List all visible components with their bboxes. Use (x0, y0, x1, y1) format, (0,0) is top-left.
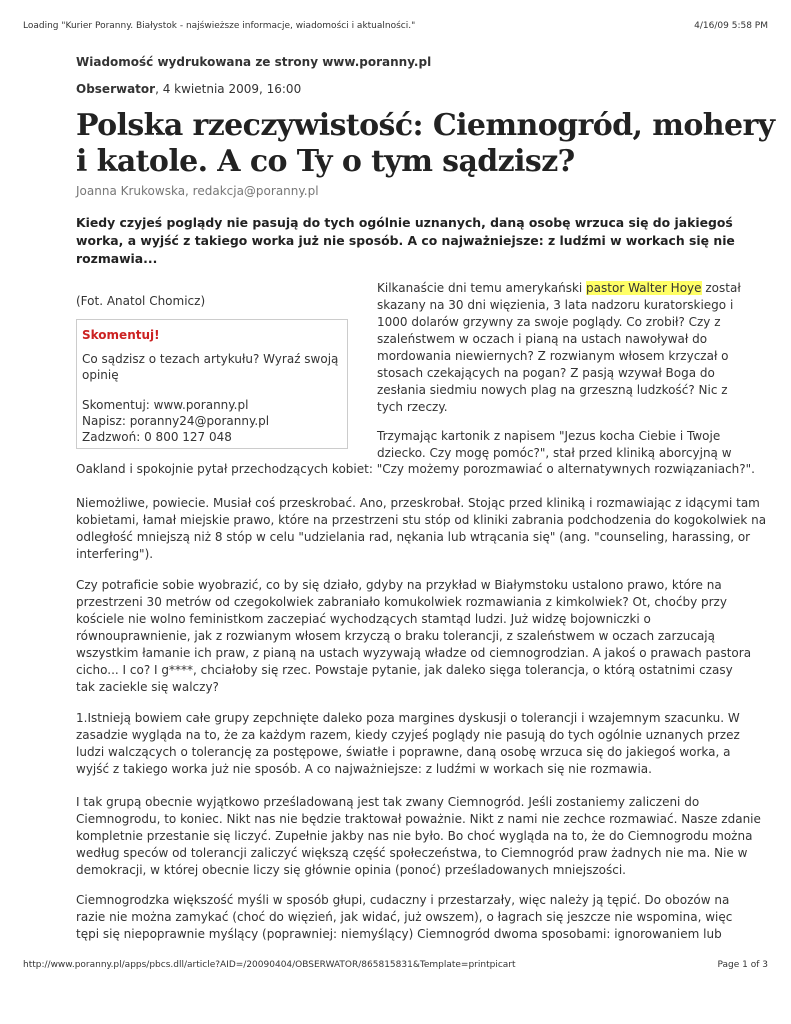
article-lead (76, 214, 735, 268)
body-line: wyjść z takiego worka już nie sposób. A co najważniejsze: z ludźmi w workach się nie rozmawia. (76, 762, 652, 776)
side-line: mordowania niewiernych? Z rozwianym włosem krzyczał o (377, 349, 729, 363)
body-paragraph-1 (76, 461, 755, 478)
side-text: został (701, 281, 741, 295)
comment-question-line: opinię (82, 368, 119, 382)
comment-phone: Zadzwoń: 0 800 127 048 (82, 430, 232, 444)
lead-line: rozmawia... (76, 251, 158, 266)
comment-box (76, 319, 348, 449)
body-line: przestrzeni 30 metrów od czegokolwiek zabraniało komukolwiek rozmawiania z kimkolwiek? Ot, choćby przy (76, 595, 727, 609)
comment-website: Skomentuj: www.poranny.pl (82, 398, 249, 412)
side-line: Trzymając kartonik z napisem "Jezus kocha Ciebie i Twoje (377, 429, 721, 443)
body-line: demokracji, w której obecnie liczy się głównie opinia (ponoć) prześladowanych mniejszości. (76, 863, 626, 877)
title-line: i katole. A co Ty o tym sądzisz? (76, 144, 575, 179)
section-name: Obserwator (76, 82, 156, 96)
photo-caption: (Fot. Anatol Chomicz) (76, 294, 206, 308)
comment-question-line: Co sądzisz o tezach artykułu? Wyraź swoją (82, 352, 339, 366)
side-line (377, 280, 741, 297)
article-title (76, 108, 775, 180)
page-url: http://www.poranny.pl/apps/pbcs.dll/article?AID=/20090404/OBSERWATOR/865815831&Template=printpicart (23, 960, 516, 970)
browser-title: Loading "Kurier Poranny. Białystok - najświeższe informacje, wiadomości i aktualności." (23, 21, 416, 31)
printed-from-note: Wiadomość wydrukowana ze strony www.poranny.pl (76, 55, 432, 69)
body-paragraph-5 (76, 794, 761, 879)
body-line: kobietami, łamał miejskie prawo, które na przestrzeni stu stóp od kliniki zabrania podchodzenia do kogokolwiek na (76, 513, 767, 527)
body-line: Ciemnogrodu, to koniec. Nikt nas nie będzie traktował poważnie. Nikt z nami nie zechce rozmawiać. Nasze zdanie (76, 812, 761, 826)
article-author: Joanna Krukowska, redakcja@poranny.pl (76, 184, 319, 198)
body-line: Oakland i spokojnie pytał przechodzących kobiet: "Czy możemy porozmawiać o alternatywnych rozwiązaniach?". (76, 462, 755, 476)
body-paragraph-4 (76, 710, 740, 778)
side-paragraph-1 (377, 280, 741, 416)
side-line: tych rzeczy. (377, 400, 448, 414)
lead-line: Kiedy czyjeś poglądy nie pasują do tych ogólnie uznanych, daną osobę wrzuca się do jakiegoś (76, 215, 733, 230)
body-line: 1.Istnieją bowiem całe grupy zepchnięte daleko poza margines dyskusji o tolerancji i wzajemnym szacunku. W (76, 711, 740, 725)
body-paragraph-2 (76, 495, 767, 563)
byline (76, 82, 718, 96)
body-line: cicho... I co? I g****, chciałoby się rzec. Powstaje pytanie, jak daleko sięga tolerancja, o którą ostatnimi czasy (76, 663, 733, 677)
body-line: Czy potraficie sobie wyobrazić, co by się działo, gdyby na przykład w Białymstoku ustalono prawo, które na (76, 578, 722, 592)
body-line: tak zaciekle się walczy? (76, 680, 219, 694)
side-line: dziecko. Czy mogę pomóc?", stał przed kliniką aborcyjną w (377, 446, 732, 460)
body-paragraph-3 (76, 577, 752, 696)
side-paragraph-2 (377, 428, 732, 462)
title-line: Polska rzeczywistość: Ciemnogród, mohery (76, 108, 775, 143)
side-text: Kilkanaście dni temu amerykański (377, 281, 587, 295)
body-line: kompletnie przestanie się liczyć. Zupełnie jakby nas nie było. Bo choć wygląda na to, że do Ciemnogrodu można (76, 829, 753, 843)
body-line: Niemożliwe, powiecie. Musiał coś przeskrobać. Ano, przeskrobał. Stojąc przed kliniką i rozmawiając z idącymi tam (76, 496, 760, 510)
body-line: Ciemnogrodzka większość myśli w sposób głupi, cudaczny i przestarzały, więc należy ją tępić. Do obozów na (76, 893, 730, 907)
highlighted-name: pastor Walter Hoye (586, 281, 702, 295)
lead-line: worka, a wyjść z takiego worka już nie sposób. A co najważniejsze: z ludźmi w workach się nie (76, 233, 735, 248)
side-line: 1000 dolarów grzywny za swoje poglądy. Co zrobił? Czy z (377, 315, 721, 329)
body-line: I tak grupą obecnie wyjątkowo prześladowaną jest tak zwany Ciemnogród. Jeśli zostaniemy zaliczeni do (76, 795, 700, 809)
print-datetime: 4/16/09 5:58 PM (694, 21, 768, 31)
body-line: według speców od tolerancji zaliczyć większą część społeczeństwa, to Ciemnogród praw żadnych nie ma. Nie w (76, 846, 748, 860)
comment-email: Napisz: poranny24@poranny.pl (82, 414, 270, 428)
body-line: razie nie można zamykać (choć do więzień, jak widać, już owszem), o łagrach się jeszcze nie wspomina, więc (76, 910, 733, 924)
body-line: zasadzie wygląda na to, że za każdym razem, kiedy czyjeś poglądy nie pasują do tych ogólnie uznanych przez (76, 728, 740, 742)
page-number: Page 1 of 3 (717, 960, 768, 970)
body-line: ludzi walczących o tolerancję za postępowe, światłe i poprawne, daną osobę wrzuca się do jakiegoś worka, a (76, 745, 731, 759)
body-line: równouprawnienie, jak z rozwianym włosem krzyczą o braku tolerancji, z szaleństwem w oczach zarzucają (76, 629, 715, 643)
body-line: interfering"). (76, 547, 154, 561)
body-line: tępi się niepoprawnie myślący (poprawniej: niemyślący) Ciemnogród dwoma sposobami: ignorowaniem lub (76, 927, 722, 941)
publish-date: , 4 kwietnia 2009, 16:00 (155, 82, 302, 96)
side-line: zesłania siedmiu nowych plag na grzeszną ludzkość? Nic z (377, 383, 728, 397)
side-line: szaleństwem w oczach i pianą na ustach nawoływał do (377, 332, 708, 346)
comment-question (82, 351, 341, 383)
body-paragraph-6 (76, 892, 733, 943)
body-line: odległość mniejszą niż 8 stóp w celu "udzielania rad, nękania lub wtrącania się" (ang. "counseling, harassing, or (76, 530, 751, 544)
side-line: skazany na 30 dni więzienia, 3 lata nadzoru kuratorskiego i (377, 298, 734, 312)
side-line: stosach czekających na pogan? Z pasją wzywał Boga do (377, 366, 715, 380)
body-line: kościele nie wolno feministkom zaczepiać wychodzących stamtąd ludzi. Już widzę bojowniczki o (76, 612, 651, 626)
comment-title: Skomentuj! (82, 328, 160, 342)
body-line: wszystkim łamanie ich praw, z pianą na ustach wyzywają władze od ciemnogrodzian. A jakoś o prawach pastora (76, 646, 752, 660)
